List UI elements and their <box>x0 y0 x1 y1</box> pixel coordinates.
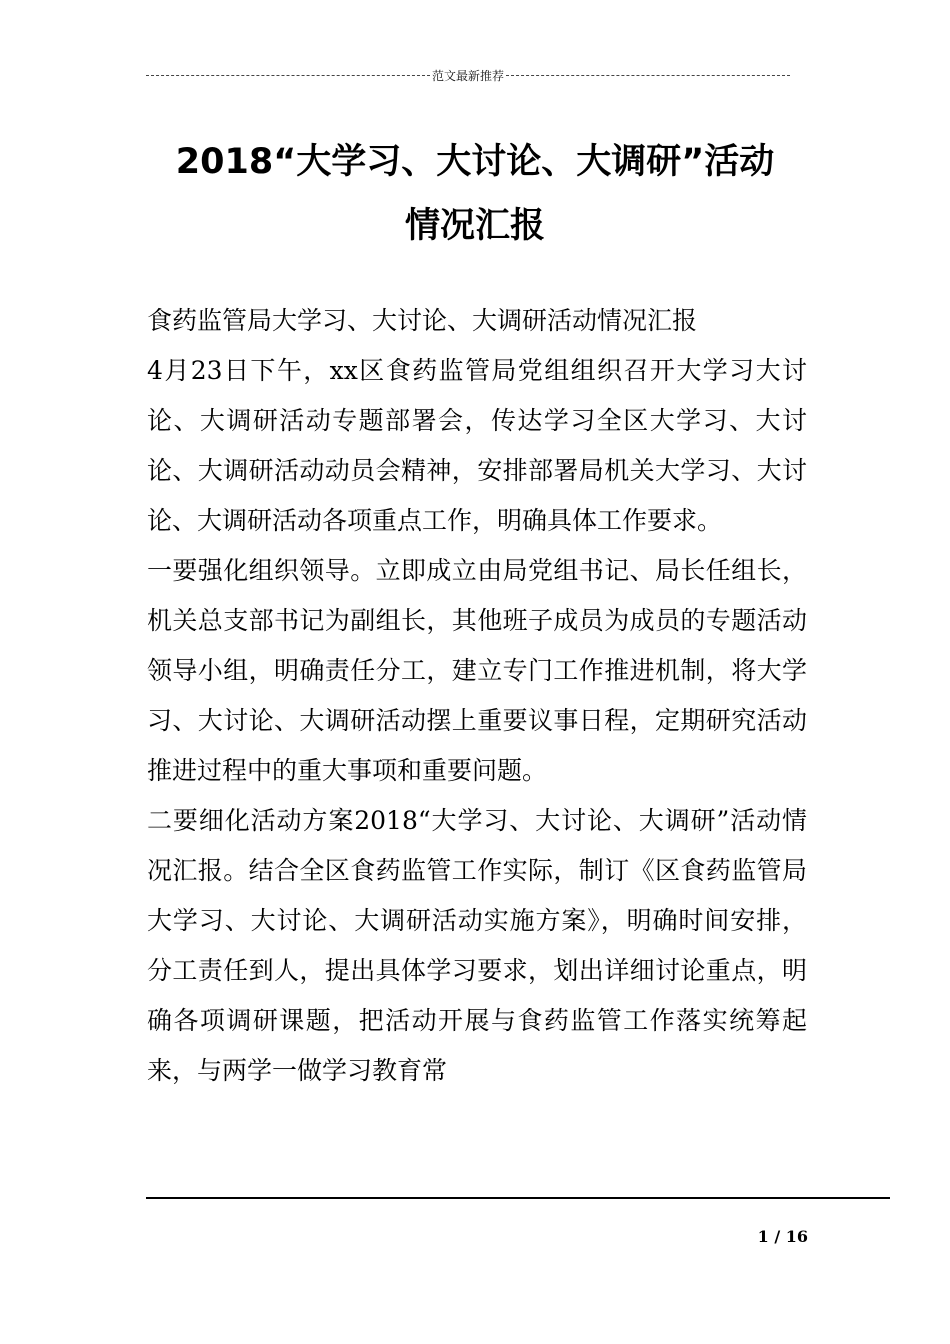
paragraph-organization: 一要强化组织领导。立即成立由局党组书记、局长任组长，机关总支部书记为副组长，其他班子成员为成员的专题活动领导小组，明确责任分工，建立专门工作推进机制，将大学习、大讨论、大调研活动摆上重要议事日程，定期研究活动推进过程中的重大事项和重要问题。 <box>147 556 807 785</box>
header-dash-right <box>506 75 790 76</box>
paragraph-plan: 二要细化活动方案2018“大学习、大讨论、大调研”活动情况汇报。结合全区食药监管工作实际，制订《区食药监管局大学习、大讨论、大调研活动实施方案》，明确时间安排，分工责任到人，提出具体学习要求，划出详细讨论重点，明确各项调研课题，把活动开展与食药监管工作落实统筹起来，与两学一做学习教育常 <box>147 806 807 1085</box>
document-title-line1: 2018“大学习、大讨论、大调研”活动 <box>175 142 775 182</box>
header-label: 范文最新推荐 <box>432 68 505 83</box>
header-dash-left <box>146 75 430 76</box>
document-body <box>147 296 807 1096</box>
document-title <box>120 130 830 258</box>
footer-divider <box>146 1197 890 1199</box>
paragraph-meeting: 4月23日下午，xx区食药监管局党组组织召开大学习大讨论、大调研活动专题部署会，传达学习全区大学习、大讨论、大调研活动动员会精神，安排部署局机关大学习、大讨论、大调研活动各项重点工作，明确具体工作要求。 <box>147 356 807 535</box>
page-header <box>146 66 790 84</box>
document-title-line2: 情况汇报 <box>404 206 545 246</box>
paragraph-subtitle: 食药监管局大学习、大讨论、大调研活动情况汇报 <box>147 306 698 335</box>
page-number: 1 / 16 <box>757 1227 808 1246</box>
